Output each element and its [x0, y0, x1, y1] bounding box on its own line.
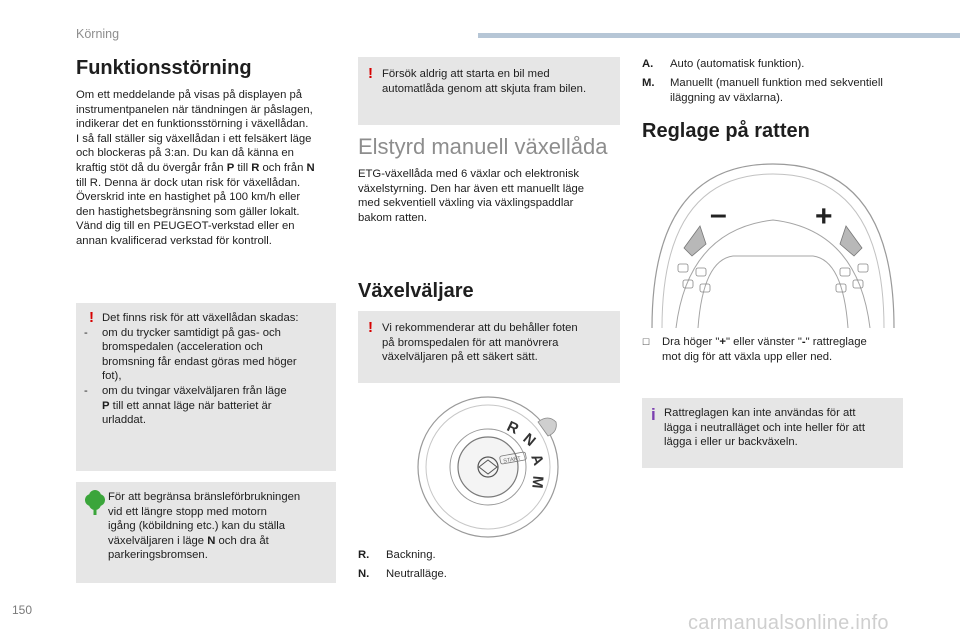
- eco-text: För att begränsa bränsleförbrukningen vid ett längre stopp med motorn igång (köbildning etc.) kan du ställa växelväljaren i läge N och dra åt parkeringsbromsen.: [108, 491, 301, 562]
- tree-icon: [82, 490, 108, 516]
- warning-icon: !: [89, 309, 94, 326]
- section-label: Körning: [76, 27, 120, 41]
- selector-letter-a: A: [527, 451, 547, 468]
- selector-letter-r: R: [504, 417, 522, 438]
- page-number: 150: [12, 603, 33, 617]
- watermark: carmanualsonline.info: [688, 612, 889, 634]
- wheel-minus-label: –: [710, 198, 727, 231]
- info-icon: i: [651, 405, 656, 424]
- title-reglage-ratten: Reglage på ratten: [642, 120, 810, 142]
- paddle-instruction: ☐ Dra höger "+" eller vänster "-" rattreglage mot dig för att växla upp eller ned.: [642, 336, 867, 363]
- warning-gearbox-text: Det finns risk för att växellådan skadas: - om du trycker samtidigt på gas- och bromspedalen (acceleration och bromsning får endast göras med höger fot), - om du tvingar växelväljaren från läge P till ett annat läge när batteriet är urladdat.: [102, 311, 332, 428]
- warning-icon: !: [368, 319, 373, 336]
- col1-body: Om ett meddelande på visas på displayen på instrumentpanelen när tändningen är påslagen, indikerar det en funktionsstörning i växellådan. I så fall ställer sig växellådan i ett felsäkert läge och blockeras på 3:an. Du kan då känna en kraftig stöt då du övergår från P till R och från N till R. Denna är dock utan risk för växellådan. Överskrid inte en hastighet på 100 km/h eller den hastighetsbegränsning som gäller lokalt. Vänd dig till en PEUGEOT-verkstad eller en annan kvalificerad verkstad för kontroll.: [76, 89, 315, 247]
- wheel-plus-label: +: [815, 200, 833, 233]
- title-funktionsstorning: Funktionsstörning: [76, 57, 252, 79]
- header-bar: [478, 33, 960, 38]
- selector-letter-m: M: [528, 475, 547, 490]
- info-paddles-text: Rattreglagen kan inte användas för att lägga i neutralläget och inte heller för att lägga i eller ur backväxeln.: [664, 407, 865, 449]
- start-label: START: [502, 455, 522, 465]
- gear-selector-illustration: [408, 392, 568, 542]
- col2-body: ETG-växellåda med 6 växlar och elektronisk växelstyrning. Den har även ett manuellt läge med sekventiell växling via växlingspaddlar bakom ratten.: [358, 168, 585, 224]
- eco-box: [76, 482, 336, 583]
- selector-letter-n: N: [519, 430, 539, 451]
- title-elstyrd-manuell: Elstyrd manuell växellåda: [358, 134, 608, 159]
- steering-wheel-illustration: [648, 160, 898, 328]
- checkbox-icon: ☐: [642, 337, 651, 347]
- info-box-paddles: [642, 398, 903, 468]
- warning-box-gearbox: [76, 303, 336, 471]
- title-vaxelvaljare: Växelväljare: [358, 280, 474, 302]
- warning-box-start: [358, 57, 620, 125]
- warning-icon: !: [368, 65, 373, 82]
- warning-start-text: Försök aldrig att starta en bil med automatlåda genom att skjuta fram bilen.: [382, 68, 587, 95]
- warning-box-brake: [358, 311, 620, 383]
- warning-brake-text: Vi rekommenderar att du behåller foten på bromspedalen för att manövrera växelväljaren på ett säkert sätt.: [382, 322, 578, 364]
